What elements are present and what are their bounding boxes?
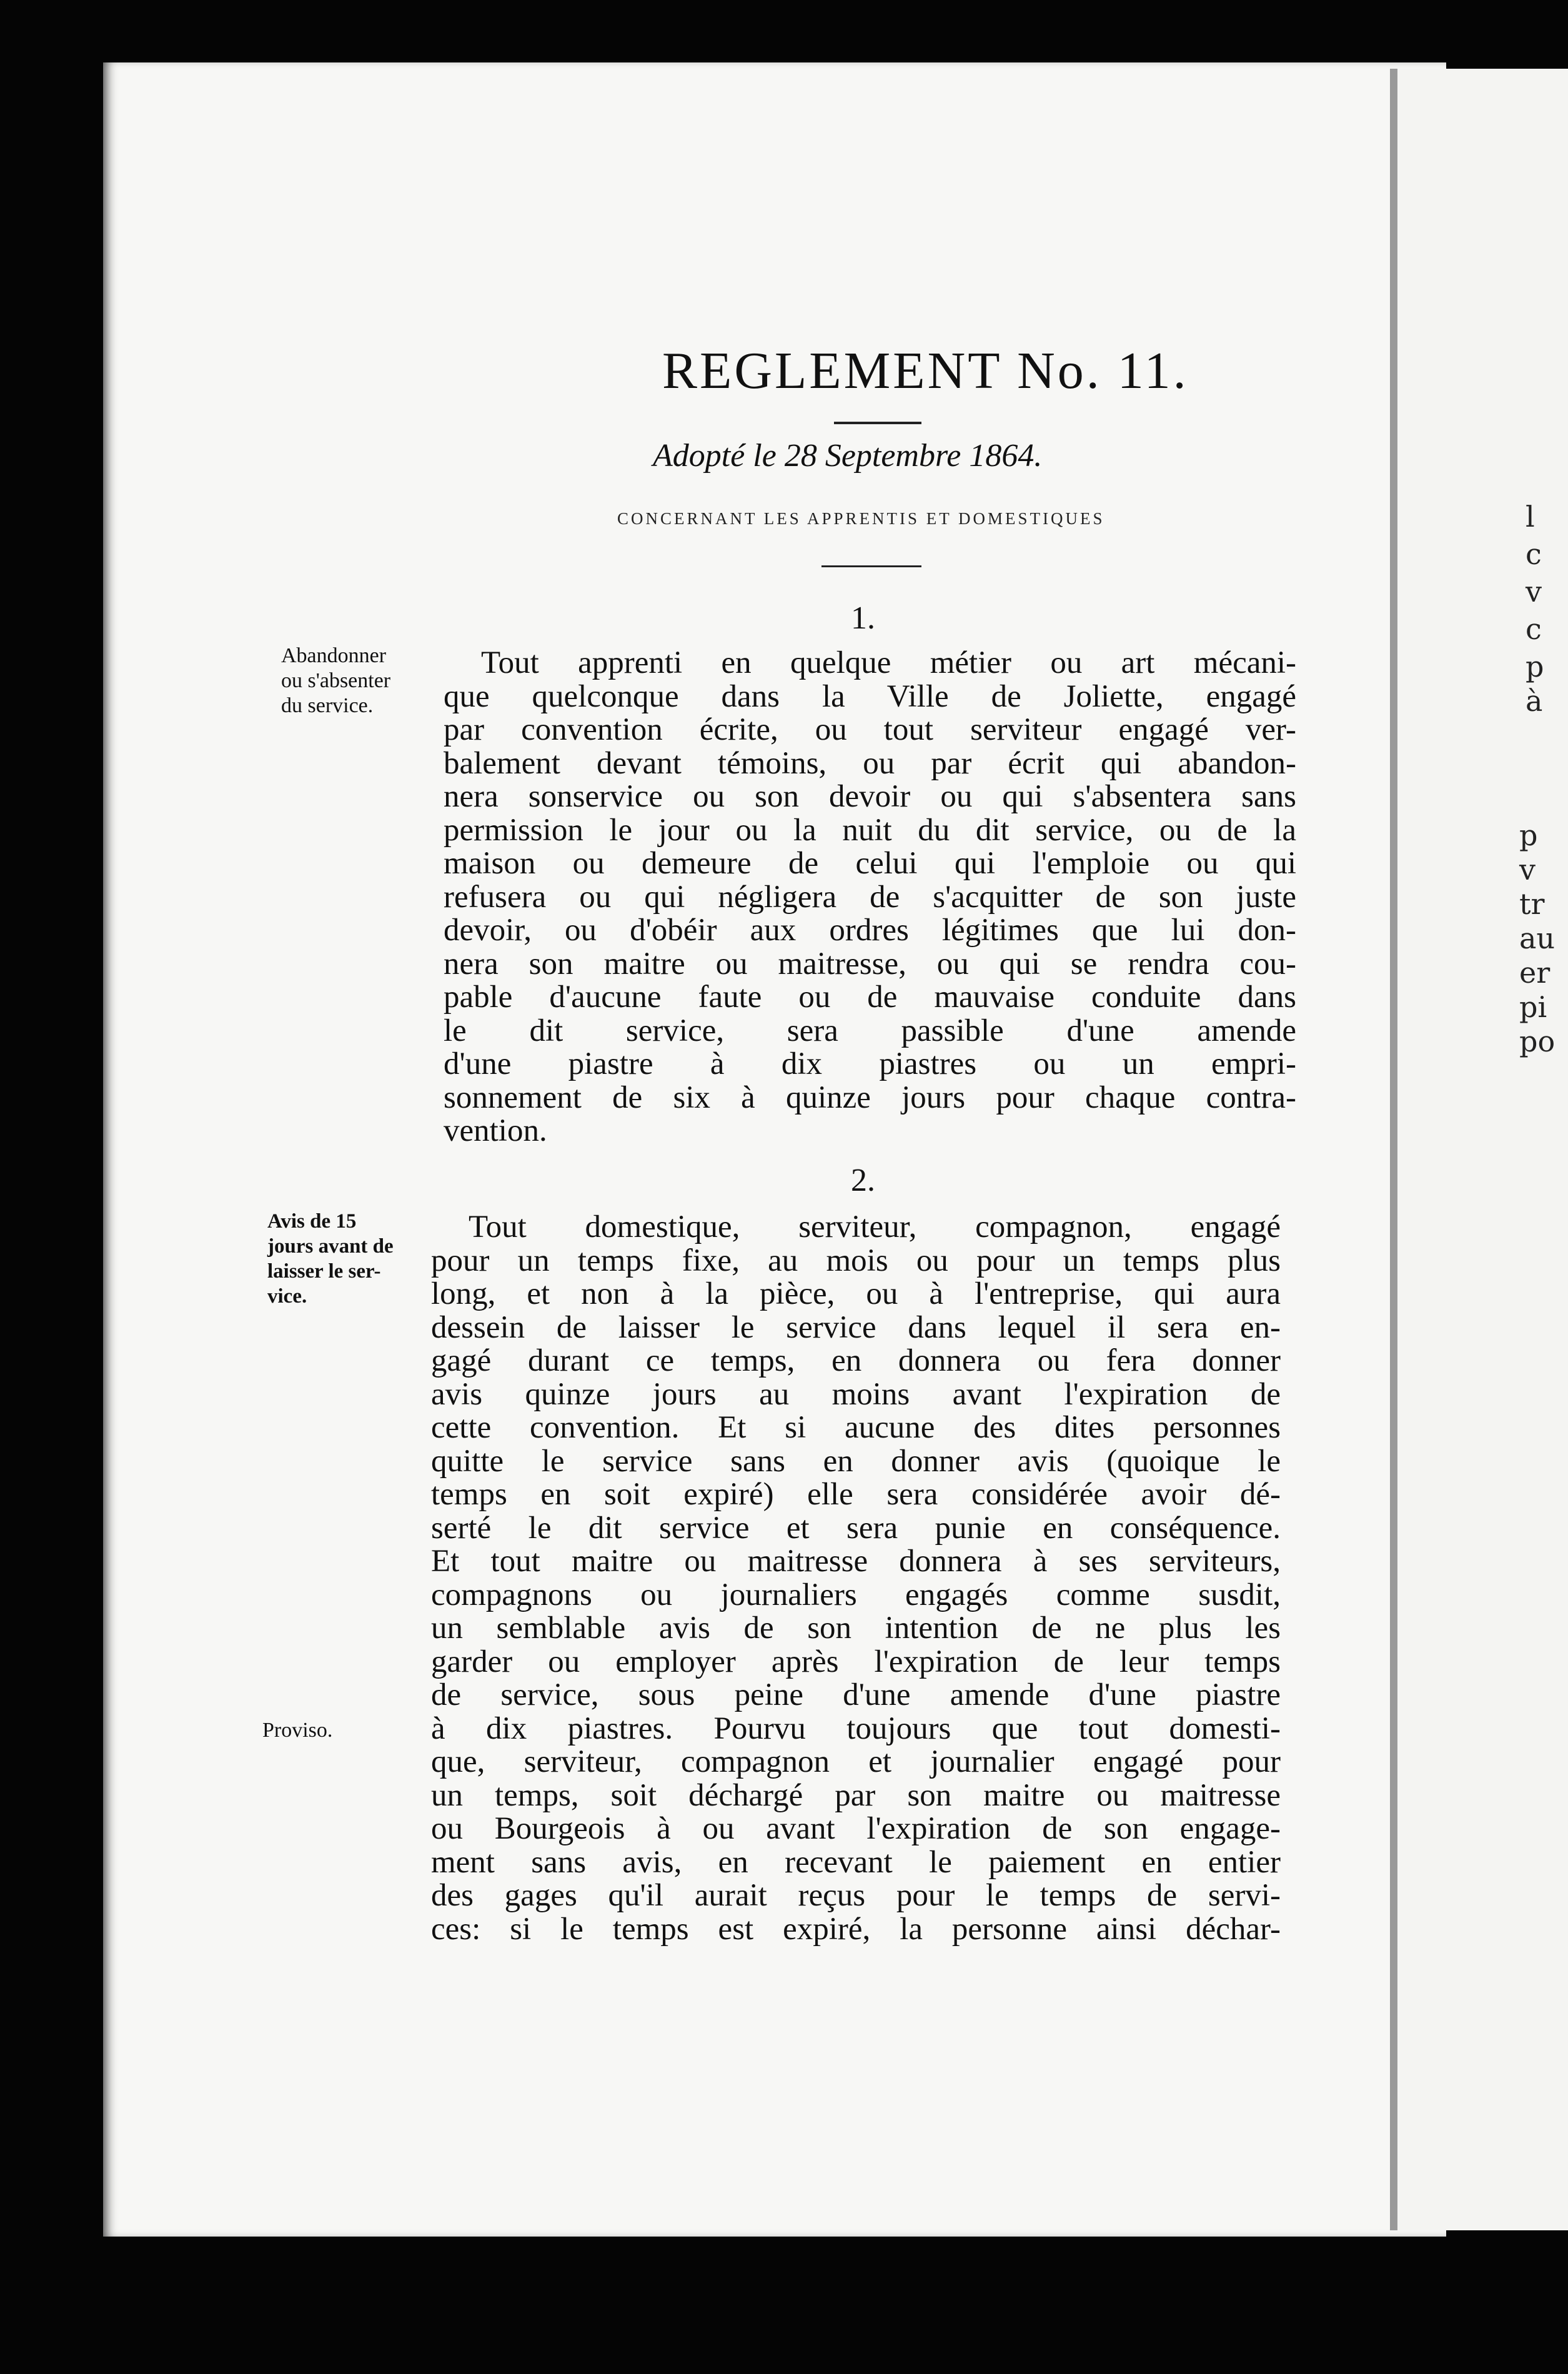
facing-fragment: l <box>1526 500 1535 534</box>
text-line: Et tout maitre ou maitresse donnera à ses serviteurs, <box>431 1544 1281 1579</box>
text-line: que quelconque dans la Ville de Joliette, engagé <box>444 678 1296 714</box>
text-line: à dix piastres. Pourvu toujours que tout domesti- <box>431 1711 1281 1746</box>
text-line: dessein de laisser le service dans lequel il sera en- <box>431 1309 1281 1345</box>
title-divider <box>834 422 921 424</box>
margin-note-line: Abandonner <box>281 644 387 667</box>
text-line: avis quinze jours au moins avant l'expiration de <box>431 1376 1281 1412</box>
text-line: d'une piastre à dix piastres ou un empri- <box>444 1046 1296 1081</box>
facing-fragment: v <box>1519 853 1536 887</box>
margin-note <box>267 1209 394 1309</box>
margin-note-line: du service. <box>281 694 374 717</box>
text-line: permission le jour ou la nuit du dit service, ou de la <box>444 812 1296 848</box>
text-line: nera sonservice ou son devoir ou qui s'absentera sans <box>444 779 1296 814</box>
margin-note-line: ou s'absenter <box>281 669 391 692</box>
text-line: temps en soit expiré) elle sera considérée avoir dé- <box>431 1477 1281 1512</box>
text-line: serté le dit service et sera punie en conséquence. <box>431 1510 1281 1546</box>
subtitle: CONCERNANT LES APPRENTIS ET DOMESTIQUES <box>617 509 1105 528</box>
text-line: cette convention. Et si aucune des dites personnes <box>431 1410 1281 1445</box>
text-line: pable d'aucune faute ou de mauvaise conduite dans <box>444 980 1296 1015</box>
text-line: ces: si le temps est expiré, la personne ainsi déchar- <box>431 1911 1281 1947</box>
margin-note <box>281 643 390 718</box>
text-line: garder ou employer après l'expiration de leur temps <box>431 1644 1281 1679</box>
text-line: que, serviteur, compagnon et journalier engagé pour <box>431 1744 1281 1779</box>
text-line: Tout apprenti en quelque métier ou art mécani- <box>481 645 1296 680</box>
section-body <box>431 1211 1281 1946</box>
facing-fragment: c <box>1526 537 1542 571</box>
text-line: ou Bourgeois à ou avant l'expiration de son engage- <box>431 1811 1281 1846</box>
margin-note-proviso <box>262 1718 332 1743</box>
text-line: par convention écrite, ou tout serviteur engagé ver- <box>444 712 1296 747</box>
facing-fragment: à <box>1526 684 1543 718</box>
margin-note-line: Proviso. <box>262 1719 333 1742</box>
facing-fragment: v <box>1526 575 1542 608</box>
facing-fragment: p <box>1519 818 1538 852</box>
text-line: refusera ou qui négligera de s'acquitter de son juste <box>444 879 1296 915</box>
text-line: balement devant témoins, ou par écrit qui abandon- <box>444 745 1296 781</box>
text-line: nera son maitre ou maitresse, ou qui se rendra cou- <box>444 946 1296 981</box>
text-line: le dit service, sera passible d'une amende <box>444 1013 1296 1048</box>
text-line: de service, sous peine d'une amende d'une piastre <box>431 1677 1281 1712</box>
margin-note-line: Avis de 15 <box>267 1210 357 1233</box>
facing-fragment: c <box>1526 612 1542 646</box>
section-number: 1. <box>851 600 875 636</box>
facing-fragment: p <box>1526 650 1544 683</box>
text-line: devoir, ou d'obéir aux ordres légitimes que lui don- <box>444 913 1296 948</box>
margin-note-line: vice. <box>267 1285 307 1308</box>
text-line: compagnons ou journaliers engagés comme susdit, <box>431 1577 1281 1612</box>
section-body <box>444 647 1296 1148</box>
text-line: long, et non à la pièce, ou à l'entreprise, qui aura <box>431 1276 1281 1311</box>
text-line: vention. <box>444 1113 547 1148</box>
text-line: pour un temps fixe, au mois ou pour un temps plus <box>431 1243 1281 1278</box>
text-line: maison ou demeure de celui qui l'emploie ou qui <box>444 846 1296 881</box>
facing-fragment: au <box>1519 921 1556 955</box>
text-line: gagé durant ce temps, en donnera ou fera donner <box>431 1343 1281 1378</box>
page-title: REGLEMENT No. 11. <box>662 342 1189 400</box>
adoption-date: Adopté le 28 Septembre 1864. <box>653 438 1043 474</box>
facing-fragment: po <box>1519 1025 1556 1058</box>
margin-note-line: laisser le ser- <box>267 1260 381 1283</box>
section-number: 2. <box>851 1163 875 1198</box>
text-line: quitte le service sans en donner avis (quoique le <box>431 1443 1281 1479</box>
facing-fragment: er <box>1519 956 1551 990</box>
text-line: un semblable avis de son intention de ne plus les <box>431 1611 1281 1646</box>
text-line: ment sans avis, en recevant le paiement en entier <box>431 1844 1281 1880</box>
text-line: un temps, soit déchargé par son maitre ou maitresse <box>431 1777 1281 1813</box>
text-line: sonnement de six à quinze jours pour chaque contra- <box>444 1080 1296 1115</box>
margin-note-line: jours avant de <box>267 1235 394 1258</box>
text-line: Tout domestique, serviteur, compagnon, engagé <box>469 1209 1281 1244</box>
facing-fragment: tr <box>1519 887 1545 921</box>
facing-page-edge <box>1390 69 1568 2230</box>
subtitle-divider <box>821 565 921 567</box>
facing-fragment: pi <box>1519 990 1547 1024</box>
text-line: des gages qu'il aurait reçus pour le temps de servi- <box>431 1878 1281 1913</box>
